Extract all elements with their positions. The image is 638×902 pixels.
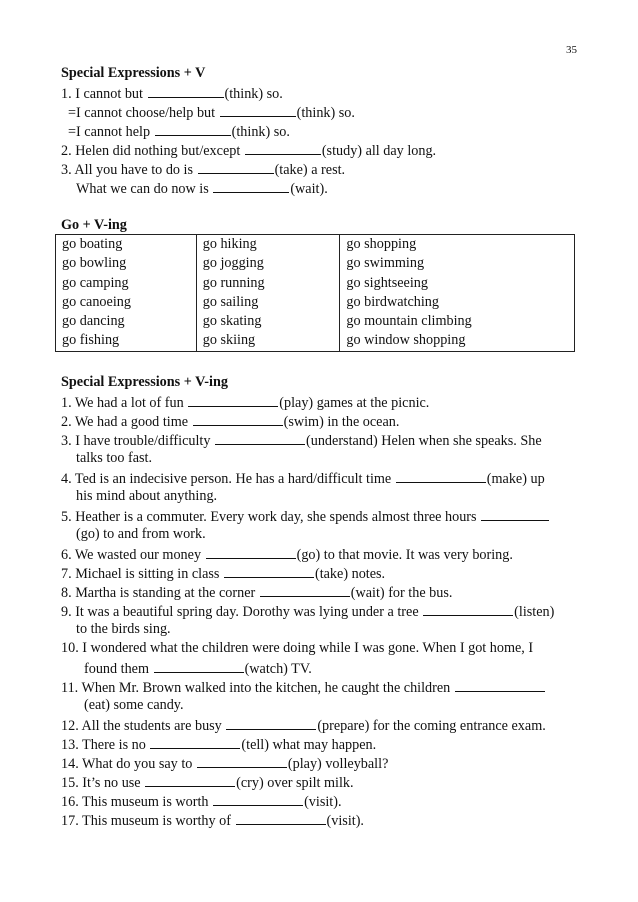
answer-blank[interactable] <box>215 430 305 445</box>
exercise-line: 13. There is no (tell) what may happen. <box>61 734 376 754</box>
exercise-line: 15. It’s no use (cry) over spilt milk. <box>61 772 354 792</box>
exercise-line: to the birds sing. <box>76 621 171 637</box>
table-cell: go camping <box>62 274 129 291</box>
answer-blank[interactable] <box>188 392 278 407</box>
section-title-ving: Special Expressions + V-ing <box>61 374 228 390</box>
answer-blank[interactable] <box>396 468 486 483</box>
exercise-line: 3. All you have to do is (take) a rest. <box>61 159 345 179</box>
answer-blank[interactable] <box>145 772 235 787</box>
answer-blank[interactable] <box>213 791 303 806</box>
answer-blank[interactable] <box>148 83 224 98</box>
answer-blank[interactable] <box>455 677 545 692</box>
answer-blank[interactable] <box>220 102 296 117</box>
answer-blank[interactable] <box>193 411 283 426</box>
exercise-line: 9. It was a beautiful spring day. Dorothy was lying under a tree (listen) <box>61 601 554 621</box>
answer-blank[interactable] <box>224 563 314 578</box>
exercise-line: 8. Martha is standing at the corner (wait) for the bus. <box>61 582 452 602</box>
table-row <box>56 274 575 293</box>
table-cell: go swimming <box>340 254 575 273</box>
exercise-line: 6. We wasted our money (go) to that movie. It was very boring. <box>61 544 513 564</box>
table-row <box>56 331 575 351</box>
table-cell: go shopping <box>340 235 575 255</box>
answer-blank[interactable] <box>213 178 289 193</box>
table-row <box>56 293 575 312</box>
section-title-go-ving: Go + V-ing <box>61 217 127 233</box>
exercise-line: 3. I have trouble/difficulty (understand) Helen when she speaks. She <box>61 430 542 450</box>
table-cell: go fishing <box>62 332 120 349</box>
answer-blank[interactable] <box>236 810 326 825</box>
exercise-line: 1. We had a lot of fun (play) games at the picnic. <box>61 392 429 412</box>
answer-blank[interactable] <box>245 140 321 155</box>
exercise-line: =I cannot choose/help but (think) so. <box>68 102 355 122</box>
table-row <box>56 235 575 255</box>
exercise-line: 2. Helen did nothing but/except (study) all day long. <box>61 140 436 160</box>
exercise-line: 10. I wondered what the children were doing while I was gone. When I got home, I <box>61 640 534 656</box>
table-cell: go skiing <box>196 331 340 351</box>
answer-blank[interactable] <box>197 753 287 768</box>
exercise-line: 2. We had a good time (swim) in the ocean. <box>61 411 399 431</box>
table-cell: go sailing <box>196 293 340 312</box>
table-cell: go mountain climbing <box>340 312 575 331</box>
table-cell: go jogging <box>196 254 340 273</box>
table-cell: go hiking <box>196 235 340 255</box>
answer-blank[interactable] <box>198 159 274 174</box>
exercise-line: talks too fast. <box>76 450 153 466</box>
go-ving-table <box>55 234 575 352</box>
exercise-line: 11. When Mr. Brown walked into the kitchen, he caught the children <box>61 677 546 697</box>
exercise-line: 4. Ted is an indecisive person. He has a hard/difficult time (make) up <box>61 468 545 488</box>
table-cell: go dancing <box>62 313 125 330</box>
table-cell: go sightseeing <box>340 274 575 293</box>
answer-blank[interactable] <box>155 121 231 136</box>
table-cell: go skating <box>196 312 340 331</box>
exercise-line: 12. All the students are busy (prepare) for the coming entrance exam. <box>61 715 546 735</box>
exercise-line: 16. This museum is worth (visit). <box>61 791 342 811</box>
exercise-line: What we can do now is (wait). <box>76 178 328 198</box>
table-row <box>56 254 575 273</box>
table-cell: go window shopping <box>340 331 575 351</box>
answer-blank[interactable] <box>154 658 244 673</box>
exercise-line: 14. What do you say to (play) volleyball? <box>61 753 388 773</box>
answer-blank[interactable] <box>481 506 549 521</box>
exercise-line: 17. This museum is worthy of (visit). <box>61 810 364 830</box>
table-cell: go birdwatching <box>340 293 575 312</box>
answer-blank[interactable] <box>206 544 296 559</box>
table-row <box>56 312 575 331</box>
exercise-line: (eat) some candy. <box>84 697 184 713</box>
answer-blank[interactable] <box>423 601 513 616</box>
answer-blank[interactable] <box>260 582 350 597</box>
table-cell: go canoeing <box>62 293 131 310</box>
table-cell: go boating <box>62 236 123 252</box>
page-number: 35 <box>566 44 577 56</box>
table-cell: go running <box>196 274 340 293</box>
section-title-v: Special Expressions + V <box>61 65 206 81</box>
exercise-line: found them (watch) TV. <box>84 658 312 678</box>
exercise-line: 1. I cannot but (think) so. <box>61 83 283 103</box>
table-cell: go bowling <box>62 255 127 272</box>
answer-blank[interactable] <box>150 734 240 749</box>
exercise-line: his mind about anything. <box>76 488 218 504</box>
exercise-line: 7. Michael is sitting in class (take) notes. <box>61 563 385 583</box>
exercise-line: 5. Heather is a commuter. Every work day, she spends almost three hours <box>61 506 550 526</box>
exercise-line: =I cannot help (think) so. <box>68 121 290 141</box>
answer-blank[interactable] <box>226 715 316 730</box>
exercise-line: (go) to and from work. <box>76 526 206 542</box>
